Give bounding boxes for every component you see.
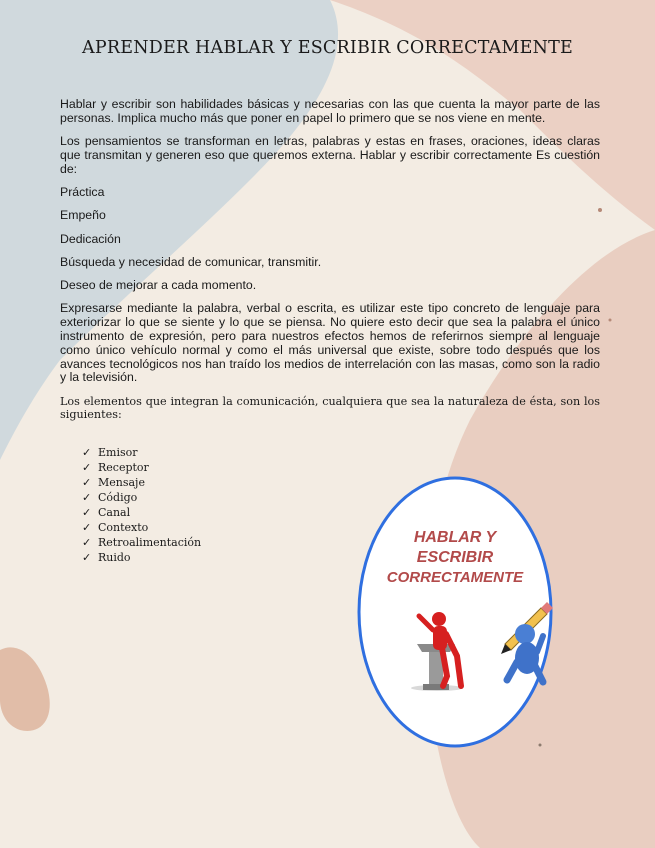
- check-icon: ✓: [82, 551, 92, 564]
- illustration-text-1: HABLAR Y: [413, 529, 497, 546]
- list-item: ✓ Receptor: [82, 461, 149, 474]
- list-item: ✓ Ruido: [82, 551, 131, 564]
- list-item: ✓ Canal: [82, 506, 131, 519]
- list-item: ✓ Código: [82, 491, 138, 504]
- paragraph-intro: Hablar y escribir son habilidades básicas y necesarias con las que cuenta la mayor parte de las personas. Implica mucho más que poner en papel lo primero que se nos viene en mente.: [60, 97, 600, 125]
- item-dedicacion: Dedicación: [60, 231, 121, 246]
- illustration-text-2: ESCRIBIR: [416, 549, 494, 566]
- paragraph-elementos: Los elementos que integran la comunicación, cualquiera que sea la naturaleza de ésta, son los siguientes:: [60, 394, 600, 422]
- item-practica: Práctica: [60, 184, 105, 199]
- illustration-text-3: CORRECTAMENTE: [386, 569, 524, 586]
- page-title: APRENDER HABLAR Y ESCRIBIR CORRECTAMENTE: [82, 38, 573, 58]
- list-item: ✓ Mensaje: [82, 476, 145, 489]
- list-item: ✓ Retroalimentación: [82, 536, 202, 549]
- check-icon: ✓: [82, 476, 92, 489]
- illustration-oval: [357, 476, 553, 748]
- item-deseo: Deseo de mejorar a cada momento.: [60, 278, 257, 293]
- check-icon: ✓: [82, 461, 92, 474]
- paragraph-thoughts: Los pensamientos se transforman en letras, palabras y estas en frases, oraciones, ideas claras que transmitan y generen eso que queremos externa. Hablar y escribir correctamente Es cuestión de:: [60, 134, 600, 176]
- check-icon: ✓: [82, 521, 92, 534]
- list-item: ✓ Contexto: [82, 521, 149, 534]
- check-icon: ✓: [82, 491, 92, 504]
- paragraph-expresarse: Expresarse mediante la palabra, verbal o escrita, es utilizar este tipo concreto de lenguaje para exteriorizar lo que se siente y lo que se piensa. No quiere esto decir que sea la palabra el único instrumento de expresión, pero para nuestros efectos hemos de referirnos siempre al lenguaje como único vehículo normal y como el más universal que existe, sobre todo después que los avances tecnológicos nos han traído los medios de interrelación con las masas, como son la radio y la televisión.: [60, 301, 600, 385]
- check-icon: ✓: [82, 536, 92, 549]
- item-busqueda: Búsqueda y necesidad de comunicar, transmitir.: [60, 254, 322, 269]
- check-icon: ✓: [82, 446, 92, 459]
- check-icon: ✓: [82, 506, 92, 519]
- item-empeno: Empeño: [60, 208, 106, 223]
- body-text: [60, 98, 600, 431]
- list-item: ✓ Emisor: [82, 446, 138, 459]
- elements-list: [82, 445, 201, 565]
